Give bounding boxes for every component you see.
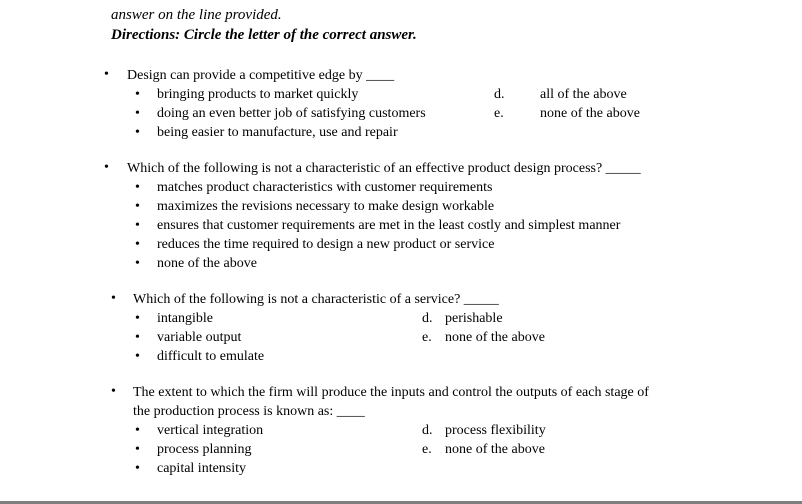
bullet-icon: •	[135, 180, 140, 195]
option-e[interactable]: e. none of the above	[422, 442, 545, 457]
question-2	[127, 159, 641, 178]
question-3-bullet: •	[111, 291, 116, 306]
bullet-icon: •	[135, 237, 140, 252]
option-item[interactable]: • bringing products to market quickly	[135, 87, 359, 102]
option-item[interactable]: • difficult to emulate	[135, 349, 265, 364]
option-item[interactable]: • variable output	[135, 330, 242, 345]
option-e[interactable]: e. none of the above	[422, 330, 545, 345]
option-item[interactable]: • ensures that customer requirements are met in the least costly and simplest manner	[135, 218, 621, 233]
bullet-icon: •	[135, 87, 140, 102]
question-1-stem: Design can provide a competitive edge by ____	[127, 68, 395, 83]
option-item[interactable]: • vertical integration	[135, 423, 264, 438]
option-d[interactable]: d. perishable	[422, 311, 503, 326]
option-item[interactable]: • matches product characteristics with customer requirements	[135, 180, 493, 195]
question-4-options	[135, 421, 415, 478]
option-item[interactable]: • intangible	[135, 311, 213, 326]
option-item[interactable]: • process planning	[135, 442, 252, 457]
question-4-bullet: •	[111, 384, 116, 399]
option-item[interactable]: • doing an even better job of satisfying customers	[135, 106, 426, 121]
bullet-icon: •	[135, 349, 140, 364]
question-2-bullet: •	[104, 160, 109, 175]
option-d[interactable]: d. process flexibility	[422, 423, 546, 438]
question-4-stem-line1: The extent to which the firm will produce the inputs and control the outputs of each stage of	[133, 385, 649, 400]
question-3-stem: Which of the following is not a characteristic of a service? _____	[133, 292, 499, 307]
option-item[interactable]: • being easier to manufacture, use and repair	[135, 125, 398, 140]
question-3	[133, 290, 499, 309]
question-1-bullet: •	[104, 67, 109, 82]
option-e[interactable]: e. none of the above	[494, 106, 640, 121]
bullet-icon: •	[135, 106, 140, 121]
bullet-icon: •	[135, 330, 140, 345]
bullet-icon: •	[135, 199, 140, 214]
bullet-icon: •	[135, 311, 140, 326]
question-2-options	[135, 178, 695, 273]
instruction-line: answer on the line provided.	[111, 7, 282, 23]
bullet-icon: •	[135, 218, 140, 233]
option-d[interactable]: d. all of the above	[494, 87, 627, 102]
question-2-stem: Which of the following is not a characteristic of an effective product design process? _____	[127, 161, 641, 176]
bullet-icon: •	[135, 125, 140, 140]
bullet-icon: •	[135, 423, 140, 438]
bullet-icon: •	[135, 442, 140, 457]
question-4	[133, 383, 649, 421]
question-4-stem-line2: the production process is known as: ____	[133, 404, 365, 419]
bullet-icon: •	[135, 256, 140, 271]
option-item[interactable]: • none of the above	[135, 256, 257, 271]
option-item[interactable]: • maximizes the revisions necessary to make design workable	[135, 199, 495, 214]
question-3-options	[135, 309, 415, 366]
question-1	[127, 66, 394, 85]
bullet-icon: •	[135, 461, 140, 476]
option-item[interactable]: • capital intensity	[135, 461, 247, 476]
question-1-options	[135, 85, 475, 142]
option-item[interactable]: • reduces the time required to design a new product or service	[135, 237, 495, 252]
directions-line: Directions: Circle the letter of the correct answer.	[111, 27, 417, 43]
